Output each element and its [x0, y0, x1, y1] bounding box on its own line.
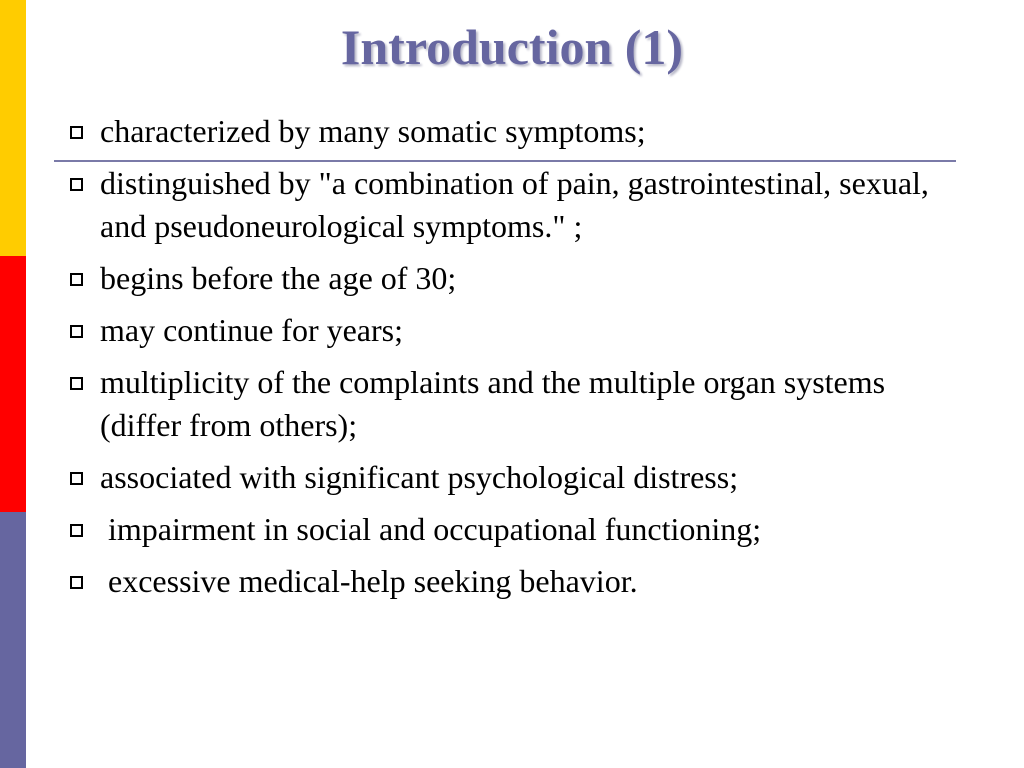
hollow-square-icon — [70, 178, 83, 191]
bullet-item — [62, 309, 962, 352]
bullet-text: excessive medical-help seeking behavior. — [100, 563, 638, 599]
side-color-bar — [0, 0, 26, 768]
bullet-item — [62, 361, 962, 447]
bullet-text: may continue for years; — [100, 312, 403, 348]
bullet-text: multiplicity of the complaints and the multiple organ systems (differ from others); — [100, 364, 886, 443]
bullet-text: distinguished by "a combination of pain, gastrointestinal, sexual, and pseudoneurological symptoms." ; — [100, 165, 929, 244]
bullet-item — [62, 162, 962, 248]
bullet-text: impairment in social and occupational functioning; — [100, 511, 762, 547]
bullet-item — [62, 110, 962, 153]
hollow-square-icon — [70, 325, 83, 338]
hollow-square-icon — [70, 472, 83, 485]
bullet-item — [62, 456, 962, 499]
bullet-text: begins before the age of 30; — [100, 260, 457, 296]
bullet-item — [62, 257, 962, 300]
bullet-item — [62, 560, 962, 603]
hollow-square-icon — [70, 273, 83, 286]
bullet-text: associated with significant psychological distress; — [100, 459, 739, 495]
hollow-square-icon — [70, 576, 83, 589]
bullet-list — [62, 110, 962, 612]
hollow-square-icon — [70, 126, 83, 139]
side-bar-red-segment — [0, 256, 26, 512]
bullet-item — [62, 508, 962, 551]
hollow-square-icon — [70, 524, 83, 537]
side-bar-purple-segment — [0, 512, 26, 768]
slide-title: Introduction (1) — [340, 19, 684, 75]
hollow-square-icon — [70, 377, 83, 390]
bullet-text: characterized by many somatic symptoms; — [100, 113, 646, 149]
